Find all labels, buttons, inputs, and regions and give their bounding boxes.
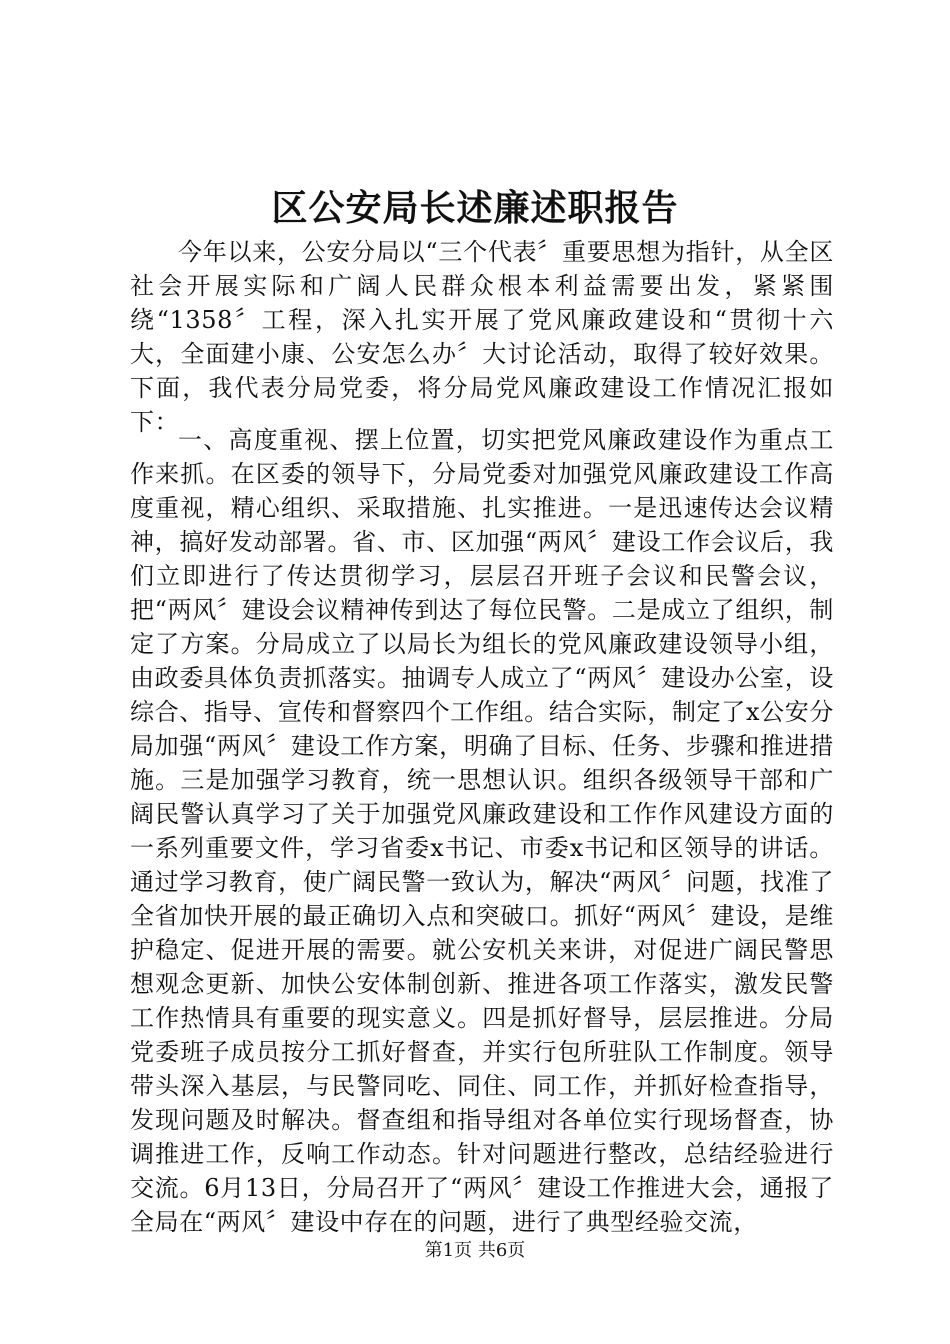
- paragraph-intro: 今年以来，公安分局以“三个代表〞重要思想为指针，从全区社会开展实际和广阔人民群众根本利益需要出发，紧紧围绕“1358〞工程，深入扎实开展了党风廉政建设和“贯彻十六大，全面建小康、公安怎么办〞大讨论活动，取得了较好效果。下面，我代表分局党委，将分局党风廉政建设工作情况汇报如下：: [130, 238, 834, 436]
- paragraph-section-one: 一、高度重视、摆上位置，切实把党风廉政建设作为重点工作来抓。在区委的领导下，分局党委对加强党风廉政建设工作高度重视，精心组织、采取措施、扎实推进。一是迅速传达会议精神，搞好发动部署。省、市、区加强“两风〞建设工作会议后，我们立即进行了传达贯彻学习，层层召开班子会议和民警会议，把“两风〞建设会议精神传到达了每位民警。二是成立了组织，制定了方案。分局成立了以局长为组长的党风廉政建设领导小组，由政委具体负责抓落实。抽调专人成立了“两风〞建设办公室，设综合、指导、宣传和督察四个工作组。结合实际，制定了x公安分局加强“两风〞建设工作方案，明确了目标、任务、步骤和推进措施。三是加强学习教育，统一思想认识。组织各级领导干部和广阔民警认真学习了关于加强党风廉政建设和工作作风建设方面的一系列重要文件，学习省委x书记、市委x书记和区领导的讲话。通过学习教育，使广阔民警一致认为，解决“两风〞问题，找准了全省加快开展的最正确切入点和突破口。抓好“两风〞建设，是维护稳定、促进开展的需要。就公安机关来讲，对促进广阔民警思想观念更新、加快公安体制创新、推进各项工作落实，激发民警工作热情具有重要的现实意义。四是抓好督导，层层推进。分局党委班子成员按分工抓好督查，并实行包所驻队工作制度。领导带头深入基层，与民警同吃、同住、同工作，并抓好检查指导，发现问题及时解决。督查组和指导组对各单位实行现场督查，协调推进工作，反响工作动态。针对问题进行整改，总结经验进行交流。6月13日，分局召开了“两风〞建设工作推进大会，通报了全局在“两风〞建设中存在的问题，进行了典型经验交流，: [130, 426, 834, 1236]
- page-number-footer: 第1页 共6页: [424, 1240, 526, 1261]
- document-title: 区公安局长述廉述职报告: [271, 187, 679, 229]
